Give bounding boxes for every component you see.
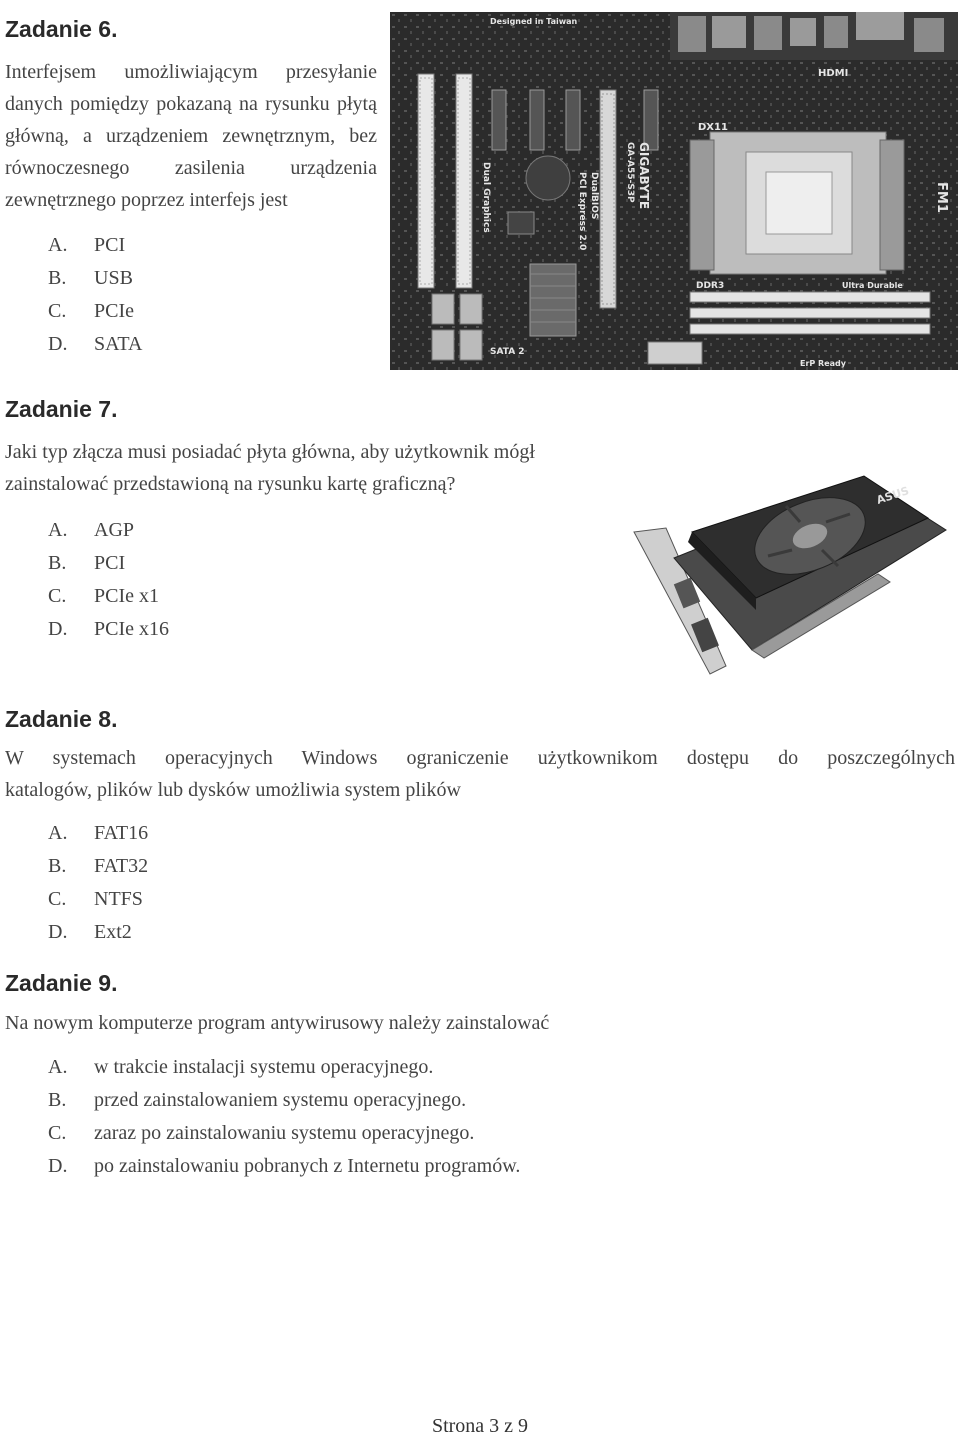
option-c[interactable]	[48, 883, 148, 916]
option-text: w trakcie instalacji systemu operacyjnego.	[94, 1056, 434, 1078]
motherboard-label: ErP Ready	[800, 359, 846, 368]
option-letter: D.	[48, 1155, 68, 1177]
motherboard-label: DDR3	[696, 281, 725, 291]
option-b[interactable]	[48, 262, 142, 295]
option-letter: D.	[48, 618, 68, 640]
task-6-options	[48, 229, 142, 361]
option-d[interactable]	[48, 328, 142, 361]
option-letter: B.	[48, 552, 67, 574]
option-text: przed zainstalowaniem systemu operacyjnego.	[94, 1089, 467, 1111]
question-line: katalogów, plików lub dysków umożliwia system plików	[5, 779, 461, 801]
option-letter: C.	[48, 300, 67, 322]
option-text: PCIe x1	[94, 585, 159, 607]
option-a[interactable]	[48, 817, 148, 850]
graphics-card-image	[628, 470, 954, 682]
question-line: danych pomiędzy pokazaną na rysunku płytą	[5, 93, 377, 115]
question-line: główną, a urządzeniem zewnętrznym, bez	[5, 125, 377, 147]
option-text: USB	[94, 267, 133, 289]
option-text: FAT32	[94, 855, 149, 877]
option-b[interactable]	[48, 1084, 520, 1117]
option-text: PCIe x16	[94, 618, 169, 640]
option-a[interactable]	[48, 229, 142, 262]
task-7-title: Zadanie 7.	[5, 396, 118, 422]
option-text: po zainstalowaniu pobranych z Internetu programów.	[94, 1155, 521, 1177]
option-text: PCI	[94, 234, 126, 256]
question-line: Na nowym komputerze program antywirusowy należy zainstalować	[5, 1012, 550, 1034]
option-b[interactable]	[48, 850, 148, 883]
option-text: zaraz po zainstalowaniu systemu operacyjnego.	[94, 1122, 475, 1144]
motherboard-label: DX11	[698, 122, 728, 133]
question-line: zainstalować przedstawioną na rysunku kartę graficzną?	[5, 473, 456, 495]
option-letter: B.	[48, 855, 67, 877]
option-text: SATA	[94, 333, 143, 355]
option-letter: A.	[48, 519, 68, 541]
task-9-question	[5, 1007, 905, 1039]
option-letter: A.	[48, 822, 68, 844]
option-letter: C.	[48, 888, 67, 910]
motherboard-label: Designed in Taiwan	[490, 17, 578, 26]
gpu-brand-label: ASUS	[874, 484, 911, 507]
motherboard-label: PCI Express 2.0	[577, 172, 587, 251]
motherboard-label: DualBIOS	[589, 172, 599, 220]
option-text: Ext2	[94, 921, 132, 943]
question-line: równoczesnego zasilenia urządzenia	[5, 157, 377, 179]
graphics-card-drawing	[628, 470, 954, 682]
option-d[interactable]	[48, 1150, 520, 1183]
motherboard-label: GA-A55-S3P	[625, 142, 635, 203]
option-a[interactable]	[48, 514, 169, 547]
option-letter: D.	[48, 333, 68, 355]
question-line: W systemach operacyjnych Windows ograniczenie użytkownikom dostępu do poszczególnych	[5, 747, 955, 769]
option-d[interactable]	[48, 613, 169, 646]
task-8-options	[48, 817, 148, 949]
option-text: PCIe	[94, 300, 134, 322]
motherboard-label: SATA 2	[490, 347, 525, 357]
question-line: Jaki typ złącza musi posiadać płyta główna, aby użytkownik mógł	[5, 441, 535, 463]
motherboard-label: FM1	[934, 182, 949, 213]
option-c[interactable]	[48, 580, 169, 613]
motherboard-label: Dual Graphics	[481, 162, 491, 233]
option-letter: B.	[48, 1089, 67, 1111]
motherboard-drawing	[390, 12, 958, 370]
option-letter: B.	[48, 267, 67, 289]
option-text: FAT16	[94, 822, 149, 844]
task-8-question	[5, 742, 955, 806]
task-7-question	[5, 436, 645, 500]
task-6-title: Zadanie 6.	[5, 16, 118, 42]
option-letter: A.	[48, 1056, 68, 1078]
motherboard-label: Ultra Durable	[842, 281, 903, 290]
option-text: AGP	[94, 519, 135, 541]
task-8-title: Zadanie 8.	[5, 706, 118, 732]
motherboard-label: HDMI	[818, 68, 849, 79]
option-letter: A.	[48, 234, 68, 256]
option-text: NTFS	[94, 888, 143, 910]
question-line: zewnętrznego poprzez interfejs jest	[5, 189, 288, 211]
task-9-title: Zadanie 9.	[5, 970, 118, 996]
task-7-options	[48, 514, 169, 646]
option-a[interactable]	[48, 1051, 520, 1084]
option-text: PCI	[94, 552, 126, 574]
task-6-question	[5, 56, 377, 216]
question-line: Interfejsem umożliwiającym przesyłanie	[5, 61, 377, 83]
motherboard-image	[390, 12, 958, 370]
option-letter: C.	[48, 585, 67, 607]
task-9-options	[48, 1051, 520, 1183]
option-c[interactable]	[48, 1117, 520, 1150]
option-b[interactable]	[48, 547, 169, 580]
page-number: Strona 3 z 9	[431, 1415, 529, 1437]
option-letter: C.	[48, 1122, 67, 1144]
motherboard-label: GIGABYTE	[637, 142, 651, 210]
option-d[interactable]	[48, 916, 148, 949]
option-c[interactable]	[48, 295, 142, 328]
option-letter: D.	[48, 921, 68, 943]
